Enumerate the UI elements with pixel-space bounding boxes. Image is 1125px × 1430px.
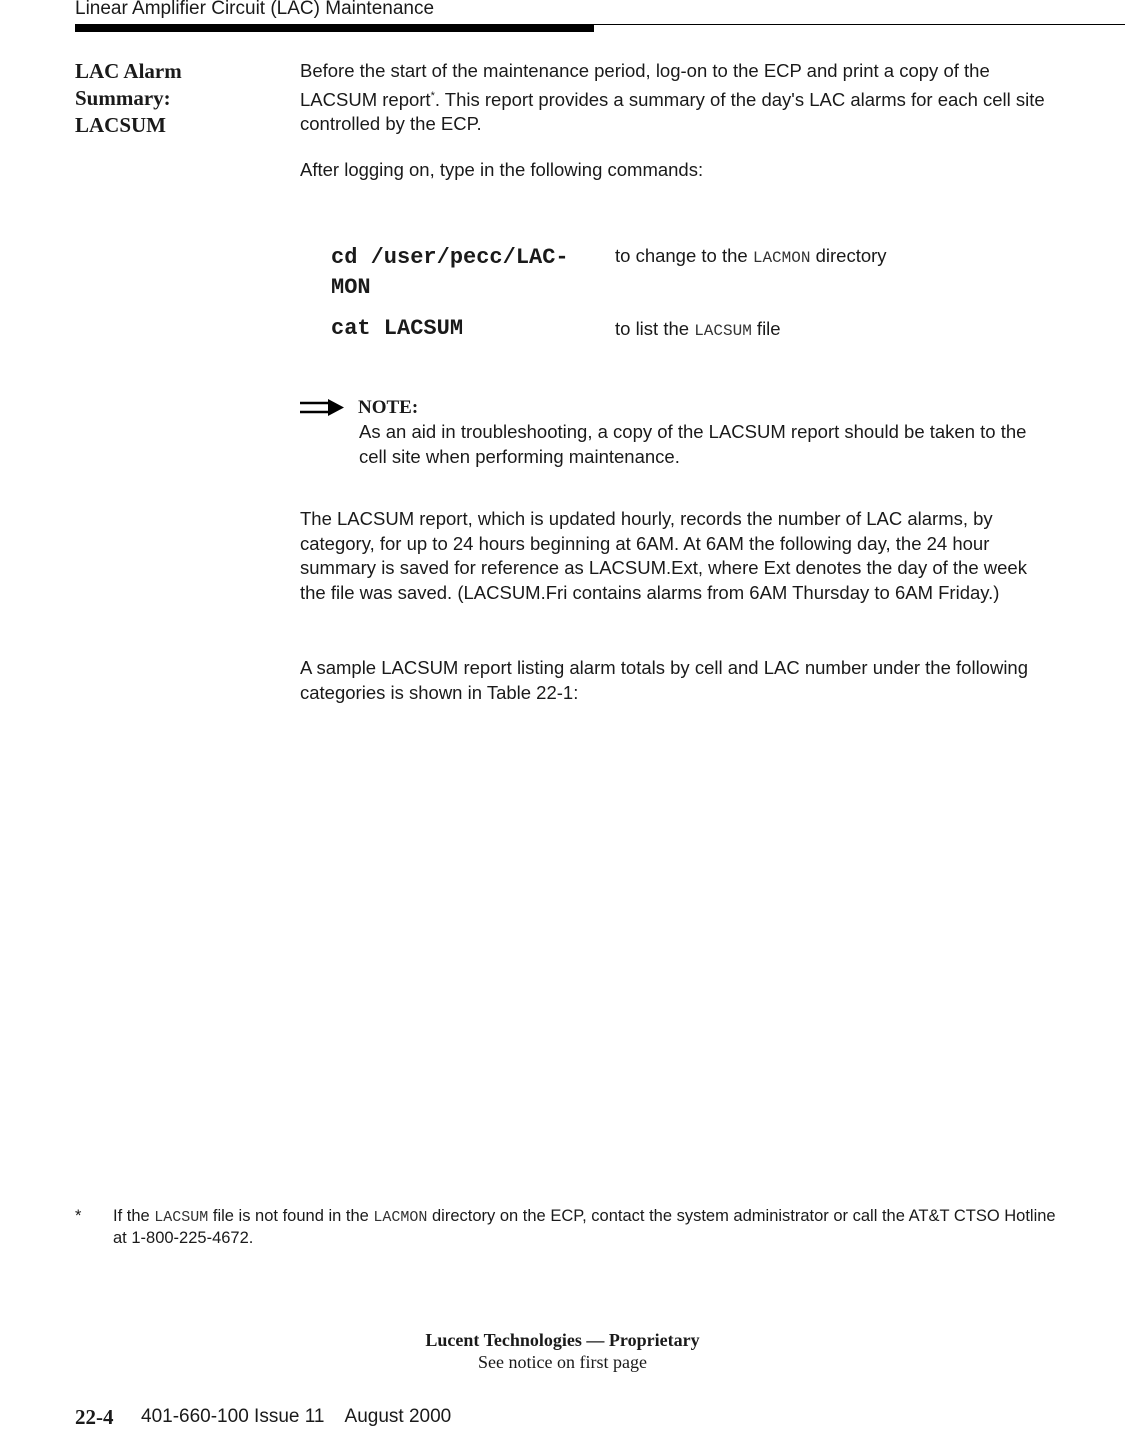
command-cd [331,243,611,303]
running-header-title: Linear Amplifier Circuit (LAC) Maintenance [75,0,435,19]
note-arrow-icon [300,399,346,417]
command-line: MON [331,275,371,300]
command-cd-description [615,244,1035,270]
section-heading-line: LACSUM [75,113,167,137]
directory-name: LACMON [373,1209,428,1226]
note-text: As an aid in troubleshooting, a copy of the LACSUM report should be taken to the cell site when performing maintenance. [359,421,1027,467]
file-name: LACSUM [694,322,752,340]
command-line: cat LACSUM [331,316,464,341]
footnote-text: directory on the ECP, contact the system administrator or call the AT&T CTSO Hotline at 1-800-225-4672. [113,1207,1056,1247]
after-logging-paragraph: After logging on, type in the following commands: [300,159,704,180]
command-cat [331,314,611,344]
intro-paragraph [300,59,1050,137]
sample-paragraph: A sample LACSUM report listing alarm totals by cell and LAC number under the following categories is shown in Table 22-1: [300,657,1029,703]
document-id: 401-660-100 Issue 11 August 2000 [141,1406,452,1427]
description-text: file [751,318,781,339]
section-heading-line: Summary: [75,86,171,110]
footnote-reference: * [430,89,435,102]
command-line: cd /user/pecc/LAC- [331,245,569,270]
description-text: to list the [615,318,695,339]
footnote-mark: * [75,1207,82,1225]
page-number: 22-4 [75,1405,114,1429]
note-label: NOTE: [358,397,419,418]
header-rule-thick [75,25,594,32]
description-text: to change to the [615,245,753,266]
section-heading [75,58,285,139]
section-heading-line: LAC Alarm [75,59,182,83]
file-name: LACSUM [154,1209,209,1226]
footer-notice: See notice on first page [478,1352,647,1372]
description-text: directory [810,245,887,266]
footnote-body [113,1206,1063,1249]
report-paragraph: The LACSUM report, which is updated hourly, records the number of LAC alarms, by category, for up to 24 hours beginning at 6AM. At 6AM the following day, the 24 hour summary is saved for reference as LACSUM.Ext, where Ext denotes the day of the week the file was saved. (LACSUM.Fri contains alarms from 6AM Thursday to 6AM Friday.) [300,508,1027,603]
directory-name: LACMON [752,249,811,267]
command-cat-description [615,317,1035,343]
intro-text: Before the start of the maintenance period, log-on to the ECP and print a copy of the LACSUM report [300,60,990,110]
footnote-text: file is not found in the [208,1207,374,1225]
footnote-text: If the [113,1207,155,1225]
footer-company: Lucent Technologies — Proprietary [425,1330,700,1350]
intro-text-continued: . This report provides a summary of the day's LAC alarms for each cell site controlled by the ECP. [300,88,1045,135]
